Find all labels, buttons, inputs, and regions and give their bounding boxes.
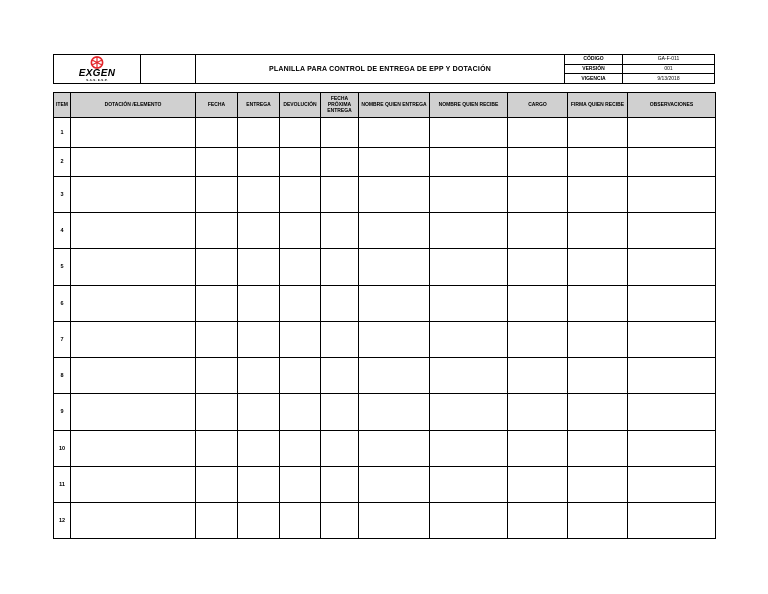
blank-entry-cell	[196, 213, 238, 249]
blank-entry-cell	[508, 431, 568, 467]
blank-entry-cell	[71, 503, 196, 539]
blank-entry-cell	[280, 249, 321, 286]
column-header-cargo: CARGO	[508, 93, 568, 118]
column-header-fecha-proxima: FECHA PRÓXIMA ENTREGA	[321, 93, 359, 118]
table-row	[54, 358, 716, 394]
blank-entry-cell	[628, 148, 716, 177]
blank-entry-cell	[508, 503, 568, 539]
blank-entry-cell	[568, 322, 628, 358]
meta-row-version	[565, 65, 714, 75]
column-header-firma: FIRMA QUIEN RECIBE	[568, 93, 628, 118]
blank-entry-cell	[568, 503, 628, 539]
blank-entry-cell	[321, 431, 359, 467]
blank-entry-cell	[508, 118, 568, 148]
blank-entry-cell	[196, 358, 238, 394]
blank-entry-cell	[71, 322, 196, 358]
blank-entry-cell	[359, 394, 430, 431]
blank-entry-cell	[321, 286, 359, 322]
blank-entry-cell	[280, 213, 321, 249]
blank-entry-cell	[321, 394, 359, 431]
blank-entry-cell	[359, 213, 430, 249]
blank-entry-cell	[280, 503, 321, 539]
blank-entry-cell	[321, 249, 359, 286]
blank-entry-cell	[508, 394, 568, 431]
blank-entry-cell	[568, 431, 628, 467]
blank-entry-cell	[71, 467, 196, 503]
blank-entry-cell	[508, 148, 568, 177]
blank-entry-cell	[280, 467, 321, 503]
blank-entry-cell	[568, 286, 628, 322]
blank-entry-cell	[321, 177, 359, 213]
blank-entry-cell	[321, 322, 359, 358]
blank-entry-cell	[71, 148, 196, 177]
blank-entry-cell	[280, 358, 321, 394]
table-row	[54, 322, 716, 358]
blank-entry-cell	[196, 286, 238, 322]
table-row	[54, 286, 716, 322]
delivery-control-table	[53, 92, 716, 539]
table-row	[54, 503, 716, 539]
blank-entry-cell	[238, 213, 280, 249]
blank-entry-cell	[238, 358, 280, 394]
blank-entry-cell	[430, 148, 508, 177]
blank-entry-cell	[568, 118, 628, 148]
blank-entry-cell	[71, 394, 196, 431]
blank-entry-cell	[280, 286, 321, 322]
blank-entry-cell	[430, 177, 508, 213]
meta-row-vigencia	[565, 74, 714, 83]
blank-entry-cell	[196, 322, 238, 358]
blank-entry-cell	[430, 503, 508, 539]
blank-entry-cell	[238, 177, 280, 213]
blank-entry-cell	[430, 322, 508, 358]
blank-entry-cell	[280, 118, 321, 148]
blank-entry-cell	[280, 148, 321, 177]
blank-entry-cell	[568, 148, 628, 177]
column-header-nombre-entrega: NOMBRE QUIEN ENTREGA	[359, 93, 430, 118]
table-row	[54, 148, 716, 177]
blank-entry-cell	[359, 148, 430, 177]
item-number: 7	[54, 322, 71, 358]
blank-entry-cell	[196, 177, 238, 213]
blank-entry-cell	[628, 213, 716, 249]
blank-entry-cell	[430, 394, 508, 431]
blank-entry-cell	[359, 431, 430, 467]
blank-entry-cell	[321, 213, 359, 249]
blank-entry-cell	[568, 249, 628, 286]
blank-entry-cell	[71, 431, 196, 467]
meta-label: VERSIÓN	[565, 65, 623, 74]
blank-entry-cell	[359, 118, 430, 148]
blank-entry-cell	[508, 358, 568, 394]
blank-entry-cell	[359, 358, 430, 394]
item-number: 11	[54, 467, 71, 503]
blank-entry-cell	[321, 358, 359, 394]
blank-entry-cell	[238, 431, 280, 467]
blank-entry-cell	[321, 467, 359, 503]
blank-entry-cell	[628, 322, 716, 358]
blank-entry-cell	[71, 118, 196, 148]
blank-entry-cell	[238, 148, 280, 177]
table-row	[54, 177, 716, 213]
blank-entry-cell	[196, 394, 238, 431]
logo-tagline: S.A.S. E.S.P.	[86, 78, 108, 82]
meta-label: CÓDIGO	[565, 55, 623, 64]
table-row	[54, 249, 716, 286]
item-number: 6	[54, 286, 71, 322]
blank-entry-cell	[628, 503, 716, 539]
column-header-devolucion: DEVOLUCIÓN	[280, 93, 321, 118]
blank-entry-cell	[508, 286, 568, 322]
meta-value: GA-F-011	[657, 56, 680, 63]
blank-entry-cell	[238, 322, 280, 358]
column-header-dotacion: DOTACIÓN /ELEMENTO	[71, 93, 196, 118]
blank-entry-cell	[430, 249, 508, 286]
item-number: 9	[54, 394, 71, 431]
blank-entry-cell	[71, 249, 196, 286]
blank-entry-cell	[628, 118, 716, 148]
company-logo	[54, 55, 141, 83]
blank-entry-cell	[71, 358, 196, 394]
blank-entry-cell	[568, 467, 628, 503]
item-number: 10	[54, 431, 71, 467]
document-meta	[565, 55, 714, 83]
table-header-row	[54, 93, 716, 118]
blank-entry-cell	[628, 467, 716, 503]
blank-entry-cell	[196, 118, 238, 148]
table-row	[54, 467, 716, 503]
blank-entry-cell	[238, 503, 280, 539]
column-header-item: ITEM	[54, 93, 71, 118]
blank-entry-cell	[430, 286, 508, 322]
blank-entry-cell	[430, 358, 508, 394]
table-row	[54, 394, 716, 431]
blank-entry-cell	[359, 322, 430, 358]
blank-entry-cell	[238, 394, 280, 431]
blank-entry-cell	[280, 394, 321, 431]
blank-entry-cell	[196, 431, 238, 467]
blank-entry-cell	[568, 213, 628, 249]
blank-entry-cell	[321, 503, 359, 539]
blank-entry-cell	[430, 467, 508, 503]
blank-entry-cell	[280, 177, 321, 213]
blank-entry-cell	[508, 177, 568, 213]
blank-entry-cell	[359, 503, 430, 539]
item-number: 12	[54, 503, 71, 539]
blank-entry-cell	[359, 467, 430, 503]
blank-entry-cell	[508, 322, 568, 358]
blank-entry-cell	[321, 148, 359, 177]
blank-entry-cell	[628, 249, 716, 286]
column-header-fecha: FECHA	[196, 93, 238, 118]
item-number: 2	[54, 148, 71, 177]
blank-entry-cell	[359, 286, 430, 322]
blank-entry-cell	[196, 148, 238, 177]
item-number: 1	[54, 118, 71, 148]
blank-entry-cell	[359, 249, 430, 286]
blank-entry-cell	[628, 177, 716, 213]
meta-value: 001	[664, 66, 673, 72]
blank-entry-cell	[568, 394, 628, 431]
logo-name: EXGEN	[78, 68, 116, 79]
table-row	[54, 431, 716, 467]
blank-entry-cell	[71, 286, 196, 322]
blank-entry-cell	[321, 118, 359, 148]
column-header-nombre-recibe: NOMBRE QUIEN RECIBE	[430, 93, 508, 118]
document-title: PLANILLA PARA CONTROL DE ENTREGA DE EPP Y DOTACIÓN	[196, 55, 565, 83]
meta-label: VIGENCIA	[565, 74, 623, 83]
blank-entry-cell	[71, 177, 196, 213]
item-number: 3	[54, 177, 71, 213]
blank-entry-cell	[628, 394, 716, 431]
blank-entry-cell	[568, 358, 628, 394]
column-header-observaciones: OBSERVACIONES	[628, 93, 716, 118]
blank-entry-cell	[71, 213, 196, 249]
blank-entry-cell	[238, 249, 280, 286]
blank-entry-cell	[628, 286, 716, 322]
blank-entry-cell	[196, 249, 238, 286]
blank-entry-cell	[430, 118, 508, 148]
meta-row-codigo	[565, 55, 714, 65]
blank-entry-cell	[196, 503, 238, 539]
document-header	[53, 54, 715, 84]
blank-entry-cell	[568, 177, 628, 213]
blank-entry-cell	[238, 118, 280, 148]
item-number: 4	[54, 213, 71, 249]
column-header-entrega: ENTREGA	[238, 93, 280, 118]
blank-entry-cell	[238, 286, 280, 322]
blank-entry-cell	[628, 358, 716, 394]
blank-entry-cell	[280, 431, 321, 467]
blank-header-cell	[141, 55, 196, 83]
blank-entry-cell	[628, 431, 716, 467]
blank-entry-cell	[430, 213, 508, 249]
table-row	[54, 213, 716, 249]
blank-entry-cell	[196, 467, 238, 503]
blank-entry-cell	[430, 431, 508, 467]
blank-entry-cell	[508, 467, 568, 503]
blank-entry-cell	[508, 249, 568, 286]
blank-entry-cell	[508, 213, 568, 249]
blank-entry-cell	[359, 177, 430, 213]
item-number: 5	[54, 249, 71, 286]
item-number: 8	[54, 358, 71, 394]
meta-value: 9/13/2018	[657, 75, 680, 82]
blank-entry-cell	[238, 467, 280, 503]
table-row	[54, 118, 716, 148]
blank-entry-cell	[280, 322, 321, 358]
